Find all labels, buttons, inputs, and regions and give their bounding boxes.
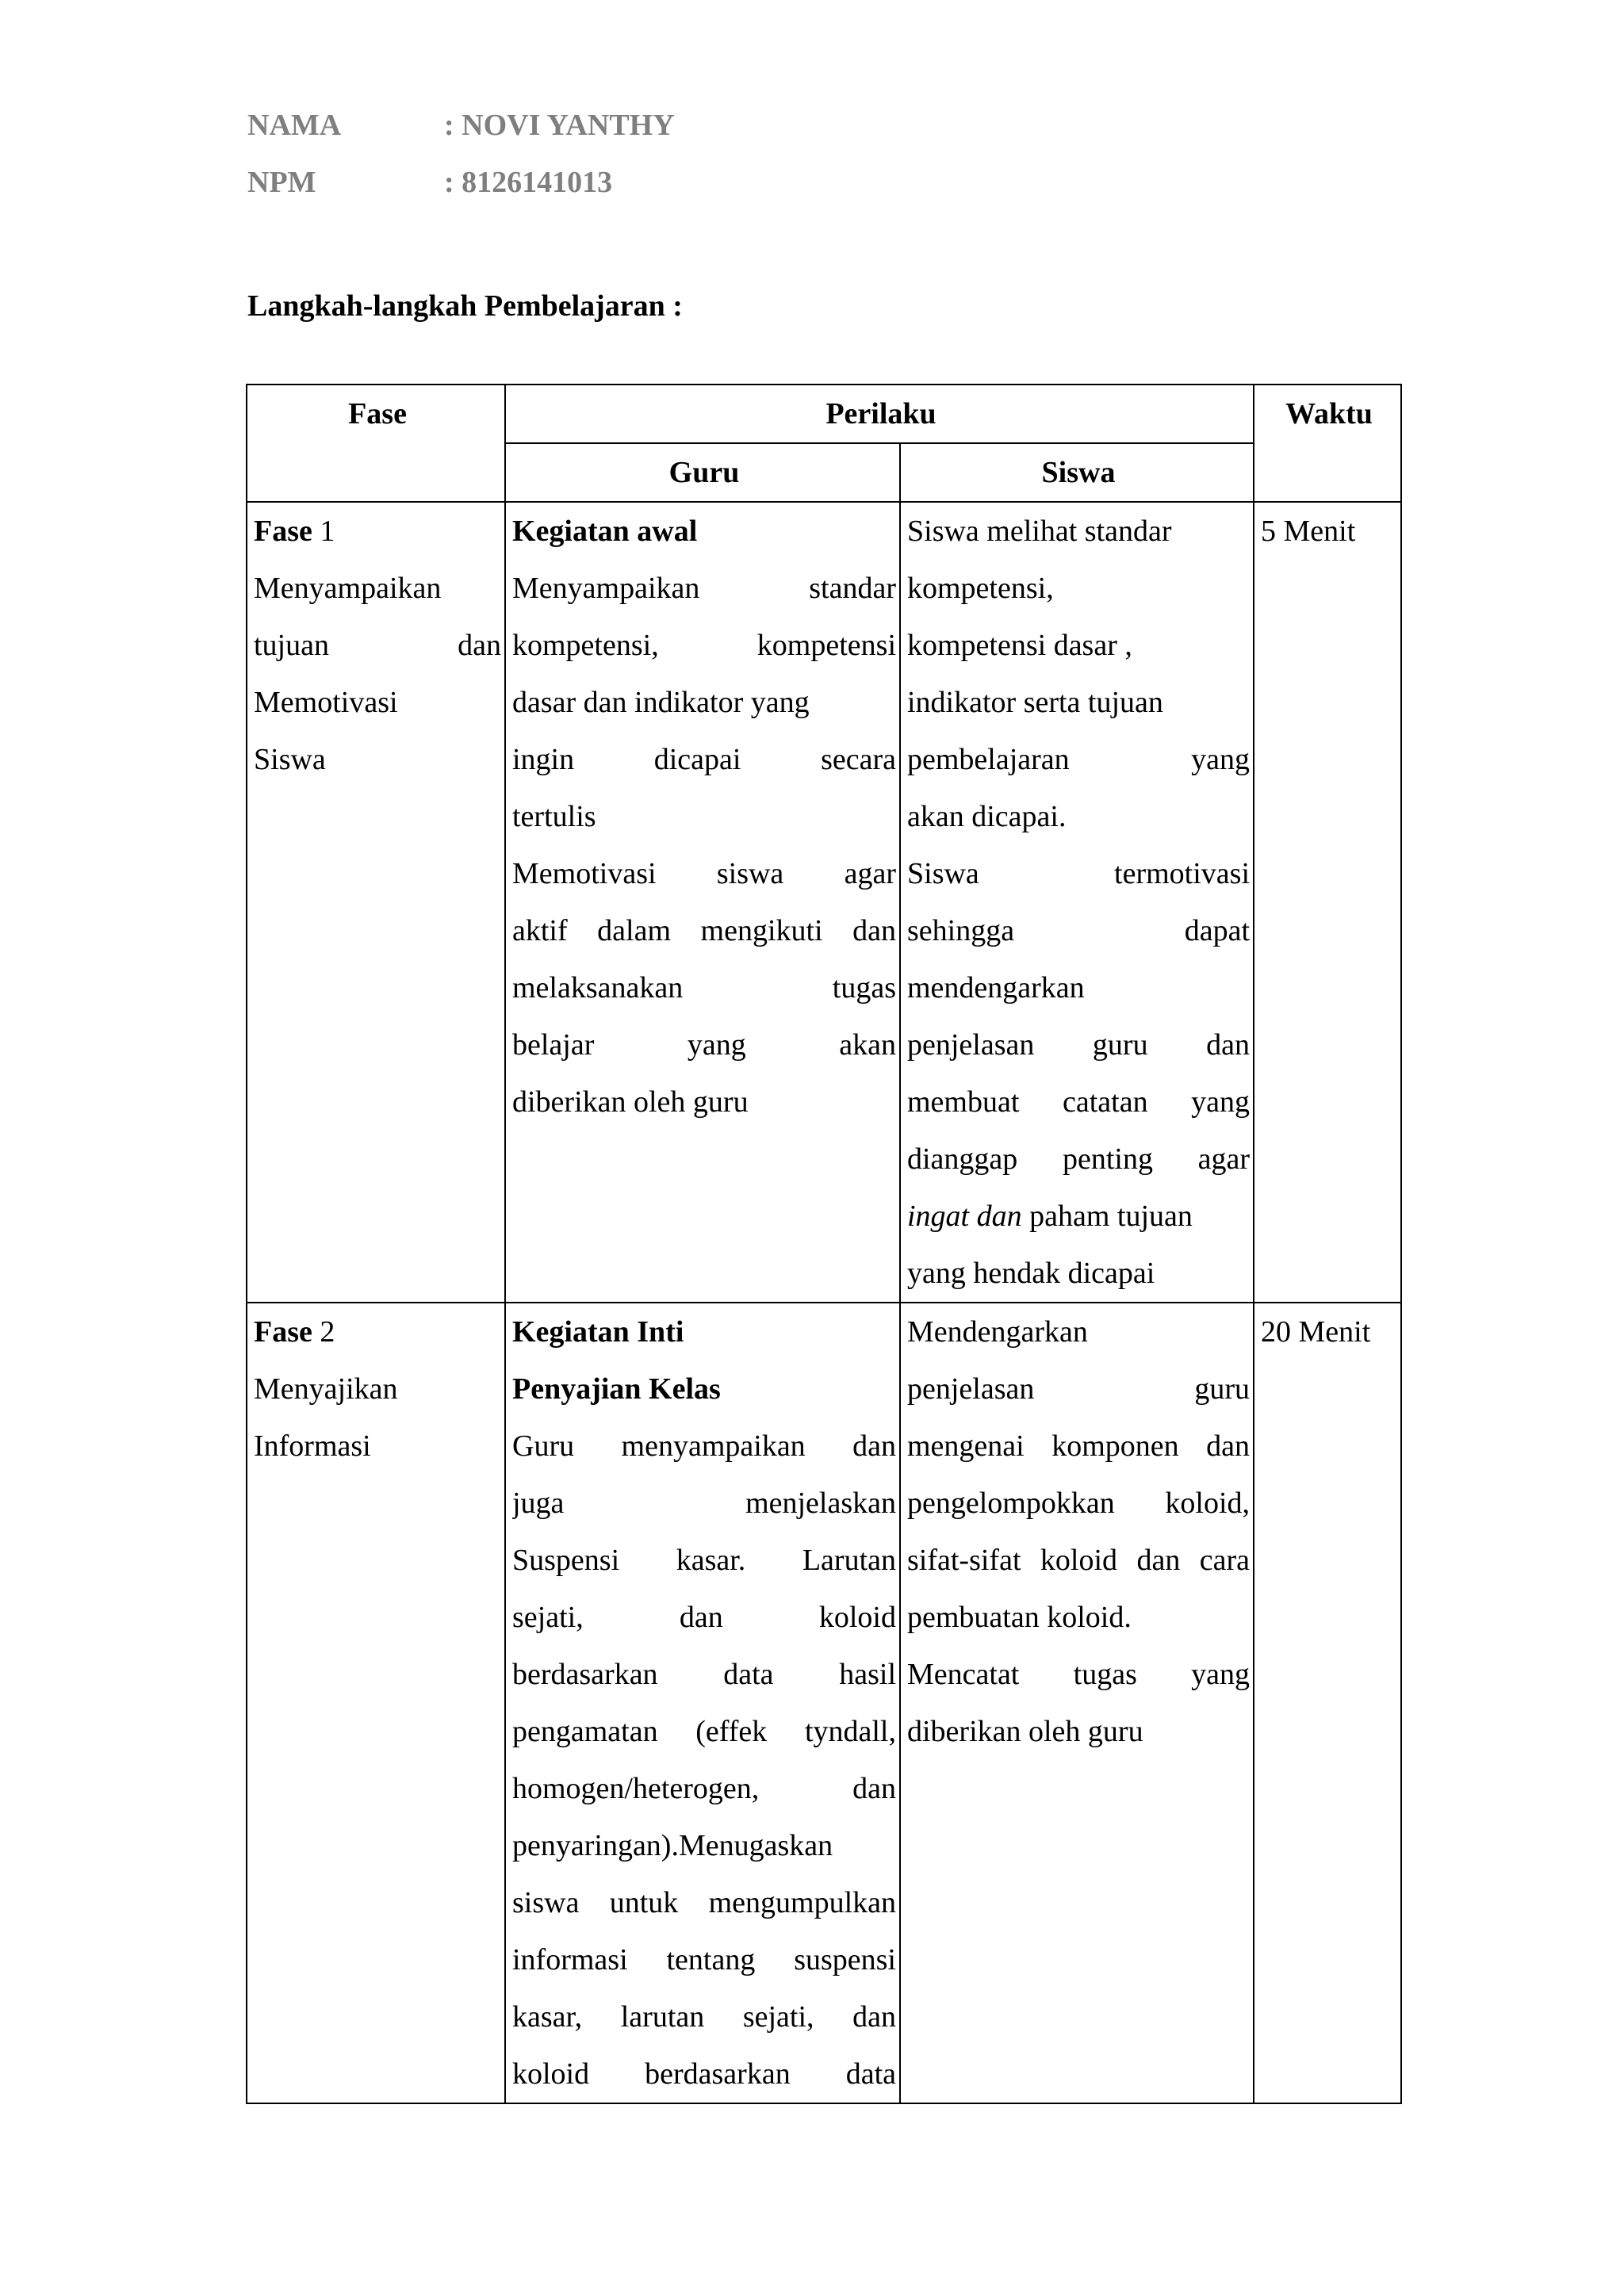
guru-text: kasar, larutan sejati, dan	[512, 2000, 896, 2034]
waktu-cell: 20 Menit	[1254, 1303, 1401, 2103]
guru-text: sejati, dan koloid	[512, 1601, 896, 1634]
guru-text: berdasarkan data hasil	[512, 1658, 896, 1691]
npm-label: NPM	[247, 166, 316, 199]
siswa-text: Mencatat tugas yang	[907, 1658, 1251, 1691]
fase-text: tujuan dan	[254, 629, 501, 662]
siswa-text: Siswa melihat standar	[907, 515, 1172, 548]
header-siswa: Siswa	[900, 443, 1254, 502]
guru-text: kompetensi, kompetensi	[512, 629, 896, 662]
header-waktu: Waktu	[1254, 385, 1401, 502]
guru-text: Guru menyampaikan dan	[512, 1429, 896, 1463]
siswa-text: diberikan oleh guru	[907, 1715, 1143, 1748]
table-row	[247, 1303, 1401, 2103]
header-fase: Fase	[247, 385, 505, 502]
siswa-text: dianggap penting agar	[907, 1142, 1251, 1176]
guru-text: dasar dan indikator yang	[512, 686, 810, 719]
fase-heading: Fase 2	[254, 1315, 335, 1349]
guru-text: Menyampaikan standar	[512, 572, 896, 605]
npm-row	[247, 154, 675, 211]
siswa-text: penjelasan guru	[907, 1372, 1251, 1406]
nama-label: NAMA	[247, 109, 342, 142]
header-perilaku: Perilaku	[505, 385, 1254, 443]
guru-title: Kegiatan Inti	[512, 1315, 684, 1349]
siswa-text: sifat-sifat koloid dan cara	[907, 1544, 1251, 1577]
guru-text: pengamatan (effek tyndall,	[512, 1715, 896, 1748]
nama-row	[247, 97, 675, 154]
guru-text: aktif dalam mengikuti dan	[512, 914, 896, 947]
guru-subtitle: Penyajian Kelas	[512, 1372, 721, 1406]
siswa-text: pembuatan koloid.	[907, 1601, 1132, 1634]
guru-cell	[505, 502, 900, 1303]
guru-text: juga menjelaskan	[512, 1487, 896, 1520]
siswa-text: membuat catatan yang	[907, 1085, 1251, 1119]
siswa-text: kompetensi dasar ,	[907, 629, 1132, 662]
table-row	[247, 502, 1401, 1303]
siswa-text: Siswa termotivasi	[907, 857, 1251, 890]
siswa-cell	[900, 1303, 1254, 2103]
fase-text: Memotivasi	[254, 686, 398, 719]
guru-text: homogen/heterogen, dan	[512, 1772, 896, 1805]
fase-text: Menyampaikan	[254, 572, 442, 605]
siswa-text: sehingga dapat	[907, 914, 1251, 947]
table-header-row	[247, 385, 1401, 443]
guru-text: tertulis	[512, 800, 596, 833]
guru-text: belajar yang akan	[512, 1028, 896, 1062]
siswa-text: pembelajaran yang	[907, 743, 1251, 776]
siswa-text: mendengarkan	[907, 971, 1085, 1004]
fase-text: Siswa	[254, 743, 326, 776]
identity-block	[247, 97, 675, 211]
guru-text: Memotivasi siswa agar	[512, 857, 896, 890]
learning-steps-table	[246, 384, 1402, 2104]
guru-text: Suspensi kasar. Larutan	[512, 1544, 896, 1577]
siswa-text: kompetensi,	[907, 572, 1054, 605]
siswa-italic-text: ingat dan	[907, 1200, 1022, 1233]
siswa-text: Mendengarkan	[907, 1315, 1088, 1349]
siswa-text: mengenai komponen dan	[907, 1429, 1251, 1463]
section-title: Langkah-langkah Pembelajaran :	[247, 289, 683, 323]
siswa-cell	[900, 502, 1254, 1303]
siswa-text: indikator serta tujuan	[907, 686, 1163, 719]
fase-text: Informasi	[254, 1429, 371, 1463]
siswa-text: ingat dan paham tujuan	[907, 1200, 1193, 1233]
npm-value: : 8126141013	[444, 166, 613, 199]
guru-title: Kegiatan awal	[512, 515, 698, 548]
header-guru: Guru	[505, 443, 900, 502]
guru-text: diberikan oleh guru	[512, 1085, 749, 1119]
siswa-text: akan dicapai.	[907, 800, 1067, 833]
siswa-text: penjelasan guru dan	[907, 1028, 1251, 1062]
fase-text: Menyajikan	[254, 1372, 398, 1406]
guru-text: siswa untuk mengumpulkan	[512, 1886, 896, 1919]
nama-value: : NOVI YANTHY	[444, 109, 675, 142]
waktu-cell: 5 Menit	[1254, 502, 1401, 1303]
fase-heading: Fase 1	[254, 515, 335, 548]
guru-text: informasi tentang suspensi	[512, 1943, 896, 1976]
guru-text: penyaringan).Menugaskan	[512, 1829, 833, 1862]
guru-text: melaksanakan tugas	[512, 971, 896, 1004]
guru-text: koloid berdasarkan data	[512, 2057, 896, 2091]
guru-cell	[505, 1303, 900, 2103]
siswa-text: yang hendak dicapai	[907, 1257, 1155, 1290]
fase-cell	[247, 502, 505, 1303]
siswa-text: pengelompokkan koloid,	[907, 1487, 1251, 1520]
guru-text: ingin dicapai secara	[512, 743, 896, 776]
fase-cell	[247, 1303, 505, 2103]
